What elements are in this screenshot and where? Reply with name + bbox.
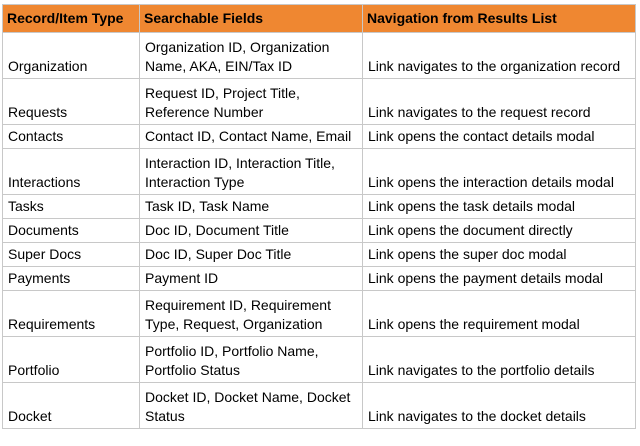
cell-navigation: Link opens the contact details modal [363,125,636,149]
cell-navigation: Link opens the requirement modal [363,291,636,337]
table-row [3,219,636,243]
cell-navigation: Link navigates to the organization record [363,33,636,79]
header-navigation: Navigation from Results List [363,5,636,33]
cell-record-type: Requests [3,79,140,125]
cell-searchable-fields: Docket ID, Docket Name, Docket Status [140,383,363,429]
table-row [3,243,636,267]
table-row [3,149,636,195]
cell-searchable-fields: Portfolio ID, Portfolio Name, Portfolio Status [140,337,363,383]
cell-searchable-fields: Doc ID, Document Title [140,219,363,243]
cell-navigation: Link opens the super doc modal [363,243,636,267]
cell-record-type: Interactions [3,149,140,195]
cell-record-type: Contacts [3,125,140,149]
cell-record-type: Documents [3,219,140,243]
cell-record-type: Tasks [3,195,140,219]
cell-record-type: Organization [3,33,140,79]
search-fields-table [2,4,636,429]
cell-navigation: Link opens the document directly [363,219,636,243]
cell-searchable-fields: Request ID, Project Title, Reference Number [140,79,363,125]
table-row [3,195,636,219]
cell-searchable-fields: Doc ID, Super Doc Title [140,243,363,267]
table-row [3,383,636,429]
table-row [3,267,636,291]
table-row [3,33,636,79]
cell-searchable-fields: Payment ID [140,267,363,291]
cell-navigation: Link opens the interaction details modal [363,149,636,195]
cell-searchable-fields: Organization ID, Organization Name, AKA, EIN/Tax ID [140,33,363,79]
table-header-row [3,5,636,33]
table-row [3,125,636,149]
cell-record-type: Super Docs [3,243,140,267]
table-row [3,337,636,383]
cell-searchable-fields: Requirement ID, Requirement Type, Request, Organization [140,291,363,337]
table-row [3,291,636,337]
cell-navigation: Link navigates to the docket details [363,383,636,429]
cell-searchable-fields: Interaction ID, Interaction Title, Interaction Type [140,149,363,195]
cell-record-type: Payments [3,267,140,291]
cell-record-type: Requirements [3,291,140,337]
table-row [3,79,636,125]
cell-record-type: Docket [3,383,140,429]
cell-searchable-fields: Task ID, Task Name [140,195,363,219]
header-record-type: Record/Item Type [3,5,140,33]
cell-navigation: Link navigates to the request record [363,79,636,125]
cell-navigation: Link navigates to the portfolio details [363,337,636,383]
cell-navigation: Link opens the task details modal [363,195,636,219]
cell-searchable-fields: Contact ID, Contact Name, Email [140,125,363,149]
header-searchable-fields: Searchable Fields [140,5,363,33]
cell-navigation: Link opens the payment details modal [363,267,636,291]
cell-record-type: Portfolio [3,337,140,383]
